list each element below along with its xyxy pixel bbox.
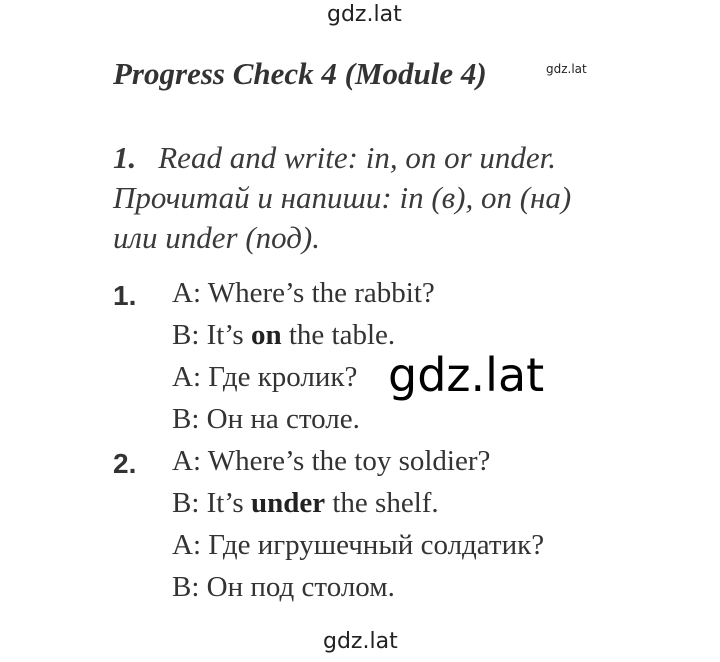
watermark-center: gdz.lat	[388, 348, 545, 402]
dialogue-line	[172, 487, 439, 520]
task-instruction-text: Read and write: in, on or under.	[158, 140, 557, 175]
dialogue-text: B: It’s	[172, 487, 251, 519]
dialogue-line: A: Where’s the rabbit?	[172, 277, 435, 309]
dialogue-text: the table.	[281, 319, 396, 351]
item-number-2: 2.	[113, 448, 137, 479]
watermark-small: gdz.lat	[546, 62, 587, 76]
task-number: 1.	[113, 140, 137, 175]
watermark-bottom: gdz.lat	[323, 629, 398, 654]
watermark-top: gdz.lat	[327, 2, 402, 27]
answer-word: under	[250, 487, 326, 519]
dialogue-line: A: Где игрушечный солдатик?	[172, 529, 545, 561]
page-title: Progress Check 4 (Module 4)	[113, 56, 487, 91]
task-instruction-line-1	[113, 140, 556, 176]
dialogue-line: A: Где кролик?	[172, 361, 358, 393]
dialogue-line	[172, 319, 395, 352]
dialogue-text: the shelf.	[325, 487, 439, 519]
dialogue-line: B: Он на столе.	[172, 403, 360, 435]
dialogue-line: A: Where’s the toy soldier?	[172, 445, 491, 477]
dialogue-text: B: It’s	[172, 319, 251, 351]
answer-word: on	[250, 319, 282, 351]
item-number-1: 1.	[113, 280, 137, 311]
dialogue-line: B: Он под столом.	[172, 571, 395, 603]
task-instruction-line-2: Прочитай и напиши: in (в), on (на)	[113, 180, 572, 215]
task-instruction-line-3: или under (под).	[113, 220, 321, 255]
